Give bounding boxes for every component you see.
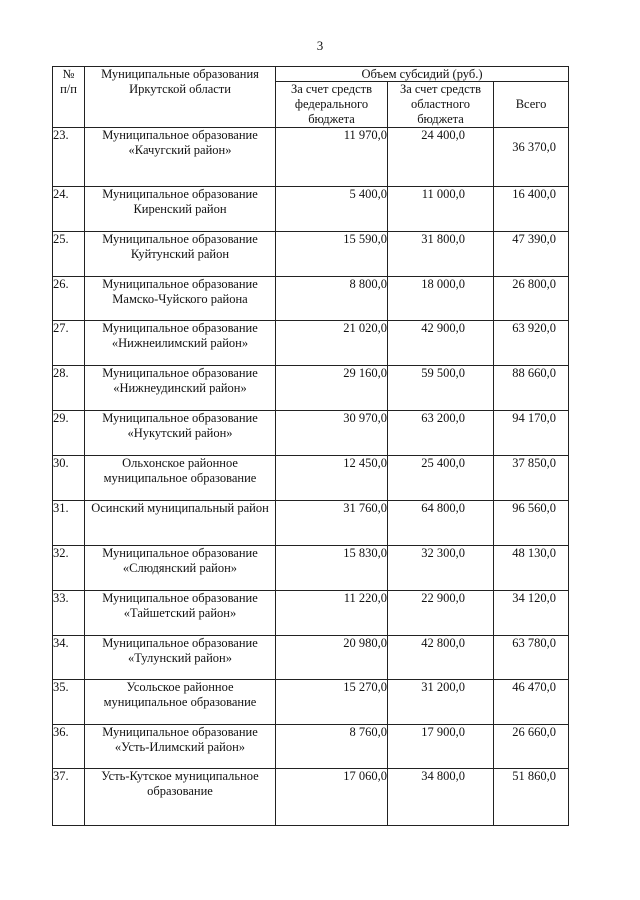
table-row <box>53 680 569 725</box>
row-federal-amount: 8 760,0 <box>276 725 388 769</box>
row-total-amount: 51 860,0 <box>494 769 569 826</box>
row-number: 36. <box>53 725 85 769</box>
row-municipality: Муниципальное образование «Слюдянский район» <box>85 546 276 591</box>
row-municipality: Муниципальное образование «Нукутский район» <box>85 411 276 456</box>
row-municipality: Усольское районное муниципальное образование <box>85 680 276 725</box>
header-regional: За счет средств областного бюджета <box>388 82 494 128</box>
row-municipality: Муниципальное образование Киренский район <box>85 187 276 232</box>
row-number: 32. <box>53 546 85 591</box>
row-municipality: Муниципальное образование «Качугский район» <box>85 128 276 187</box>
row-federal-amount: 17 060,0 <box>276 769 388 826</box>
row-municipality: Усть-Кутское муниципальное образование <box>85 769 276 826</box>
row-municipality: Ольхонское районное муниципальное образование <box>85 456 276 501</box>
row-total-amount: 94 170,0 <box>494 411 569 456</box>
row-total-amount: 88 660,0 <box>494 366 569 411</box>
row-number: 29. <box>53 411 85 456</box>
row-regional-amount: 42 800,0 <box>388 636 494 680</box>
row-municipality: Муниципальное образование Мамско-Чуйского района <box>85 277 276 321</box>
row-regional-amount: 31 800,0 <box>388 232 494 277</box>
row-regional-amount: 11 000,0 <box>388 187 494 232</box>
row-federal-amount: 12 450,0 <box>276 456 388 501</box>
row-total-amount: 63 920,0 <box>494 321 569 366</box>
row-number: 26. <box>53 277 85 321</box>
row-regional-amount: 24 400,0 <box>388 128 494 187</box>
row-federal-amount: 21 020,0 <box>276 321 388 366</box>
row-total-amount: 63 780,0 <box>494 636 569 680</box>
header-number-label: № п/п <box>60 67 77 96</box>
header-number <box>53 67 85 128</box>
row-total-amount: 37 850,0 <box>494 456 569 501</box>
row-federal-amount: 5 400,0 <box>276 187 388 232</box>
row-total-amount: 96 560,0 <box>494 501 569 546</box>
table-row <box>53 128 569 187</box>
row-federal-amount: 29 160,0 <box>276 366 388 411</box>
row-number: 30. <box>53 456 85 501</box>
row-number: 25. <box>53 232 85 277</box>
row-municipality: Муниципальное образование «Нижнеудинский район» <box>85 366 276 411</box>
table-row <box>53 366 569 411</box>
header-subsidy-volume: Объем субсидий (руб.) <box>276 67 569 82</box>
row-number: 27. <box>53 321 85 366</box>
row-total-amount: 16 400,0 <box>494 187 569 232</box>
row-regional-amount: 17 900,0 <box>388 725 494 769</box>
row-regional-amount: 59 500,0 <box>388 366 494 411</box>
row-number: 37. <box>53 769 85 826</box>
row-number: 33. <box>53 591 85 636</box>
row-federal-amount: 11 220,0 <box>276 591 388 636</box>
row-regional-amount: 42 900,0 <box>388 321 494 366</box>
row-number: 34. <box>53 636 85 680</box>
row-number: 23. <box>53 128 85 187</box>
row-federal-amount: 20 980,0 <box>276 636 388 680</box>
table-row <box>53 501 569 546</box>
row-regional-amount: 34 800,0 <box>388 769 494 826</box>
row-regional-amount: 22 900,0 <box>388 591 494 636</box>
page-number: 3 <box>316 38 324 53</box>
row-number: 31. <box>53 501 85 546</box>
row-municipality: Осинский муниципальный район <box>85 501 276 546</box>
row-municipality: Муниципальное образование Куйтунский район <box>85 232 276 277</box>
header-municipality: Муниципальные образования Иркутской области <box>85 67 276 128</box>
row-federal-amount: 15 270,0 <box>276 680 388 725</box>
row-number: 35. <box>53 680 85 725</box>
row-total-amount: 46 470,0 <box>494 680 569 725</box>
row-number: 24. <box>53 187 85 232</box>
table-row <box>53 321 569 366</box>
row-federal-amount: 15 830,0 <box>276 546 388 591</box>
table-row <box>53 411 569 456</box>
row-federal-amount: 11 970,0 <box>276 128 388 187</box>
table-row <box>53 769 569 826</box>
row-federal-amount: 8 800,0 <box>276 277 388 321</box>
row-regional-amount: 63 200,0 <box>388 411 494 456</box>
row-total-amount: 26 660,0 <box>494 725 569 769</box>
row-total-amount: 48 130,0 <box>494 546 569 591</box>
table-row <box>53 187 569 232</box>
row-number: 28. <box>53 366 85 411</box>
table-row <box>53 725 569 769</box>
table-row <box>53 277 569 321</box>
table-row <box>53 456 569 501</box>
table-row <box>53 546 569 591</box>
row-federal-amount: 15 590,0 <box>276 232 388 277</box>
row-regional-amount: 31 200,0 <box>388 680 494 725</box>
row-regional-amount: 32 300,0 <box>388 546 494 591</box>
row-total-amount: 36 370,0 <box>494 128 569 187</box>
row-total-amount: 34 120,0 <box>494 591 569 636</box>
row-regional-amount: 18 000,0 <box>388 277 494 321</box>
row-federal-amount: 31 760,0 <box>276 501 388 546</box>
row-regional-amount: 25 400,0 <box>388 456 494 501</box>
row-regional-amount: 64 800,0 <box>388 501 494 546</box>
subsidy-table <box>52 66 569 826</box>
table-row <box>53 591 569 636</box>
header-total: Всего <box>494 82 569 128</box>
row-municipality: Муниципальное образование «Тулунский район» <box>85 636 276 680</box>
row-total-amount: 26 800,0 <box>494 277 569 321</box>
row-federal-amount: 30 970,0 <box>276 411 388 456</box>
header-federal: За счет средств федерального бюджета <box>276 82 388 128</box>
row-municipality: Муниципальное образование «Нижнеилимский район» <box>85 321 276 366</box>
row-total-amount: 47 390,0 <box>494 232 569 277</box>
table-row <box>53 232 569 277</box>
table-row <box>53 636 569 680</box>
row-municipality: Муниципальное образование «Тайшетский район» <box>85 591 276 636</box>
row-municipality: Муниципальное образование «Усть-Илимский район» <box>85 725 276 769</box>
